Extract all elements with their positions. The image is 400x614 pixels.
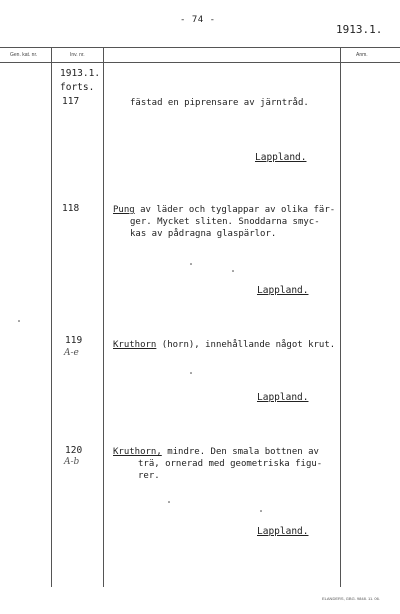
entry-118-keyword: Pung: [113, 205, 135, 215]
entry-120-line-1: [113, 446, 319, 458]
entry-118-line-1: [113, 204, 335, 216]
entry-119-line-1: [113, 339, 335, 351]
entry-120-handwritten-mark: A-b: [64, 457, 80, 467]
col-inv-label: Inv. nr.: [70, 52, 85, 58]
entry-120-keyword: Kruthorn,: [113, 447, 162, 457]
scan-speck: [190, 372, 192, 374]
col-gen-kat-label: Gen. kat. nr.: [10, 52, 38, 58]
scan-speck: [168, 501, 170, 503]
inv-number-120: 120: [65, 445, 83, 456]
printer-footer: ELANDERS, GBG. 9848. 11. 06.: [322, 596, 380, 601]
entry-120-line-2: trä, ornerad med geometriska figu-: [138, 459, 323, 469]
scan-speck: [260, 510, 262, 512]
year-heading: 1913.1.: [336, 23, 383, 36]
entry-117-region: Lappland.: [255, 152, 307, 163]
entry-118-line-3: kas av pådragna glaspärlor.: [130, 229, 277, 239]
entry-119-keyword: Kruthorn: [113, 340, 157, 350]
entry-119-handwritten-mark: A-e: [64, 348, 79, 358]
col-anm-label: Anm.: [356, 52, 368, 58]
column-divider-3: [340, 47, 341, 587]
inv-number-118: 118: [62, 203, 80, 214]
continuation-forts: forts.: [60, 82, 95, 93]
scan-speck: [190, 263, 192, 265]
entry-118-line-2: ger. Mycket sliten. Snoddarna smyc-: [130, 217, 320, 227]
entry-117-line-1: fästad en piprensare av järntråd.: [130, 98, 309, 108]
entry-120-line-1-text: mindre. Den smala bottnen av: [167, 447, 319, 457]
entry-118-line-1-text: av läder och tyglappar av olika fär-: [140, 205, 336, 215]
entry-119-line-1-text: (horn), innehållande något krut.: [161, 340, 336, 350]
scan-speck: [18, 320, 20, 322]
inv-number-119: 119: [65, 335, 83, 346]
scan-speck: [232, 270, 234, 272]
continuation-year: 1913.1.: [60, 68, 101, 79]
entry-119-region: Lappland.: [257, 392, 309, 403]
inv-number-117: 117: [62, 96, 80, 107]
entry-120-line-3: rer.: [138, 471, 160, 481]
entry-120-region: Lappland.: [257, 526, 309, 537]
column-divider-2: [103, 47, 104, 587]
column-divider-1: [51, 47, 52, 587]
page-number: - 74 -: [180, 15, 216, 25]
entry-118-region: Lappland.: [257, 285, 309, 296]
